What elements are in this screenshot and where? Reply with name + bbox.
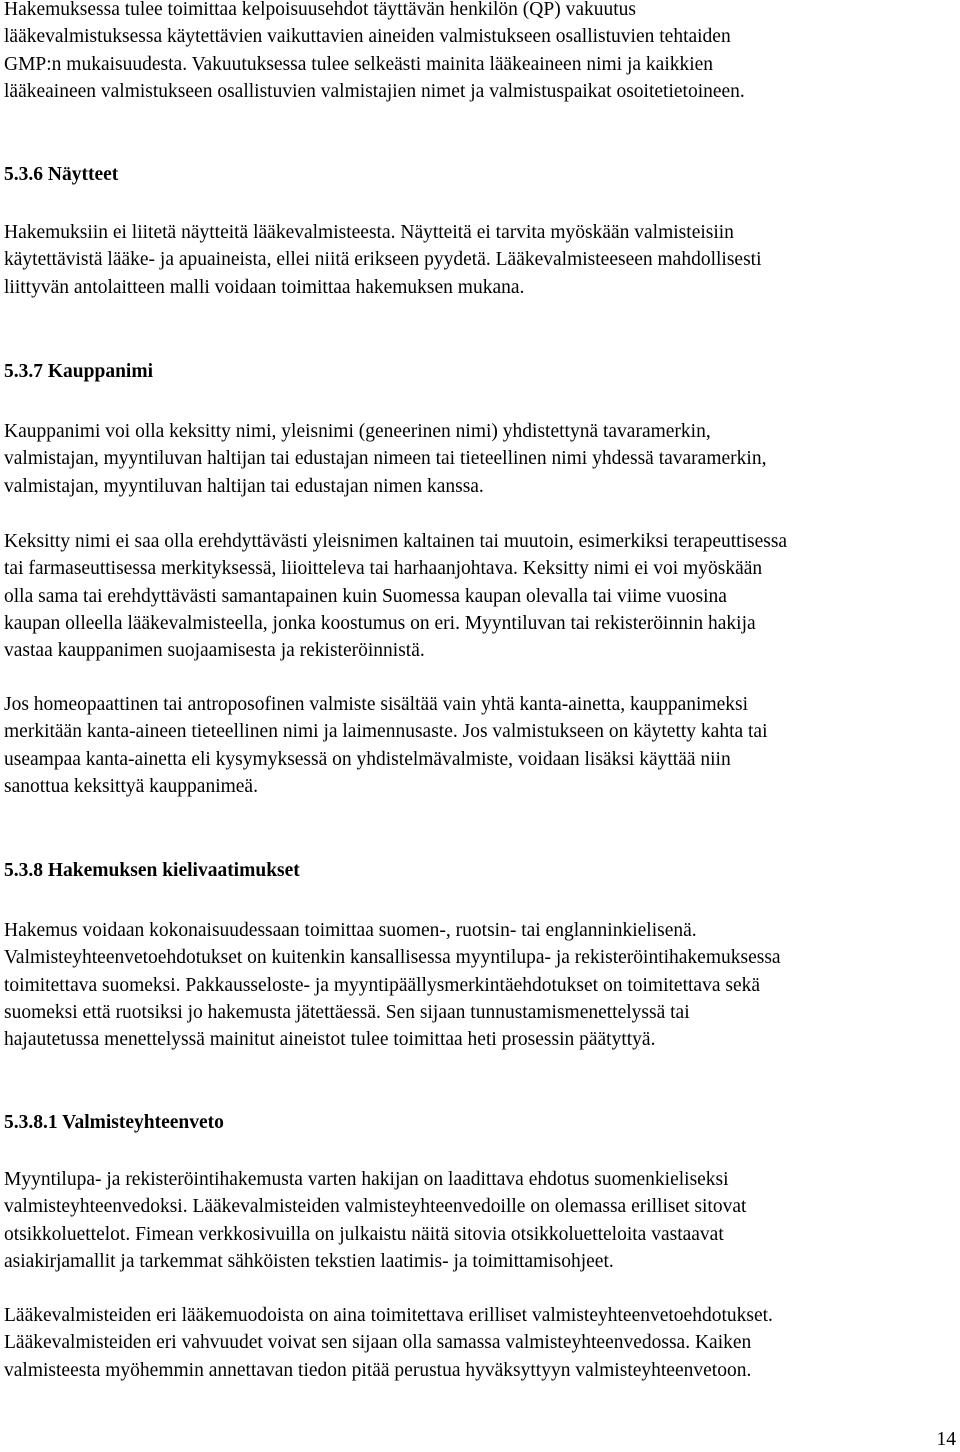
paragraph-valmisteyhteenveto-1 <box>4 1166 956 1275</box>
paragraph-kielivaatimukset <box>4 917 956 1053</box>
paragraph-line: Myyntilupa- ja rekisteröintihakemusta varten hakijan on laadittava ehdotus suomenkieliseksi <box>4 1169 729 1190</box>
paragraph-line: tai farmaseuttisessa merkityksessä, liioitteleva tai harhaanjohtava. Keksitty nimi ei voi myöskään <box>4 558 763 580</box>
paragraph-line: kaupan olleella lääkevalmisteella, jonka koostumus on eri. Myyntiluvan tai rekisteröinnin hakija <box>4 612 756 634</box>
paragraph-line: Hakemuksiin ei liitetä näytteitä lääkevalmisteesta. Näytteitä ei tarvita myöskään valmisteisiin <box>4 222 734 243</box>
paragraph-line: lääkeaineen valmistukseen osallistuvien valmistajien nimet ja valmistuspaikat osoitetietoineen. <box>4 80 745 102</box>
paragraph-line: Hakemuksessa tulee toimittaa kelpoisuusehdot täyttävän henkilön (QP) vakuutus <box>4 0 636 20</box>
paragraph-line: Kauppanimi voi olla keksitty nimi, yleisnimi (geneerinen nimi) yhdistettynä tavaramerkin, <box>4 421 711 442</box>
section-heading-5-3-8: 5.3.8 Hakemuksen kielivaatimukset <box>4 860 300 881</box>
intro-paragraph <box>4 0 956 105</box>
paragraph-line: Valmisteyhteenvetoehdotukset on kuitenkin kansallisessa myyntilupa- ja rekisteröintihakemuksessa <box>4 947 781 969</box>
paragraph-line: valmistajan, myyntiluvan haltijan tai edustajan nimen kanssa. <box>4 475 484 497</box>
paragraph-line: merkitään kanta-aineen tieteellinen nimi ja laimennusaste. Jos valmistukseen on käytetty kahta tai <box>4 721 768 743</box>
paragraph-valmisteyhteenveto-2 <box>4 1302 956 1384</box>
page-number: 14 <box>936 1429 956 1450</box>
paragraph-kauppanimi-2 <box>4 528 956 664</box>
paragraph-line: olla sama tai erehdyttävästi samantapainen kuin Suomessa kaupan olevalla tai viime vuosina <box>4 585 727 607</box>
section-heading-5-3-8-1: 5.3.8.1 Valmisteyhteenveto <box>4 1112 224 1133</box>
paragraph-kauppanimi-1 <box>4 418 956 500</box>
paragraph-line: valmisteesta myöhemmin annettavan tiedon pitää perustua hyväksyttyyn valmisteyhteenvetoon. <box>4 1359 752 1381</box>
paragraph-line: vastaa kauppanimen suojaamisesta ja rekisteröinnistä. <box>4 640 425 662</box>
paragraph-line: käytettävistä lääke- ja apuaineista, ellei niitä erikseen pyydetä. Lääkevalmisteeseen mahdollisesti <box>4 249 762 271</box>
paragraph-line: suomeksi että ruotsiksi jo hakemusta jätettäessä. Sen sijaan tunnustamismenettelyssä tai <box>4 1001 690 1023</box>
paragraph-line: lääkevalmistuksessa käytettävien vaikuttavien aineiden valmistukseen osallistuvien tehtaiden <box>4 26 731 48</box>
paragraph-line: Jos homeopaattinen tai antroposofinen valmiste sisältää vain yhtä kanta-ainetta, kauppanimeksi <box>4 694 749 715</box>
paragraph-line: valmistajan, myyntiluvan haltijan tai edustajan nimeen tai tieteellinen nimi yhdessä tavaramerkin, <box>4 448 767 470</box>
paragraph-line: Keksitty nimi ei saa olla erehdyttävästi yleisnimen kaltainen tai muutoin, esimerkiksi terapeuttisessa <box>4 531 788 552</box>
paragraph-naytteet <box>4 219 956 301</box>
section-heading-5-3-7: 5.3.7 Kauppanimi <box>4 361 154 382</box>
paragraph-line: Hakemus voidaan kokonaisuudessaan toimittaa suomen-, ruotsin- tai englanninkielisenä. <box>4 920 697 941</box>
section-heading-5-3-6: 5.3.6 Näytteet <box>4 164 119 185</box>
paragraph-line: liittyvän antolaitteen malli voidaan toimittaa hakemuksen mukana. <box>4 276 525 298</box>
paragraph-line: otsikkoluettelot. Fimean verkkosivuilla on julkaistu näitä sitovia otsikkoluetteloita vastaavat <box>4 1223 724 1245</box>
paragraph-line: Lääkevalmisteiden eri lääkemuodoista on aina toimitettava erilliset valmisteyhteenvetoehdotukset. <box>4 1305 773 1326</box>
paragraph-line: hajautetussa menettelyssä mainitut aineistot tulee toimittaa heti prosessin päätyttyä. <box>4 1029 656 1051</box>
paragraph-line: useampaa kanta-ainetta eli kysymyksessä on yhdistelmävalmiste, voidaan lisäksi käyttää niin <box>4 748 731 770</box>
paragraph-line: GMP:n mukaisuudesta. Vakuutuksessa tulee selkeästi mainita lääkeaineen nimi ja kaikkien <box>4 53 714 75</box>
paragraph-line: asiakirjamallit ja tarkemmat sähköisten tekstien laatimis- ja toimittamisohjeet. <box>4 1250 614 1272</box>
paragraph-kauppanimi-3 <box>4 691 956 800</box>
paragraph-line: sanottua keksittyä kauppanimeä. <box>4 775 258 797</box>
paragraph-line: Lääkevalmisteiden eri vahvuudet voivat sen sijaan olla samassa valmisteyhteenvedossa. Kaiken <box>4 1332 752 1354</box>
paragraph-line: valmisteyhteenvedoksi. Lääkevalmisteiden valmisteyhteenvedoille on olemassa erilliset sitovat <box>4 1196 747 1218</box>
paragraph-line: toimitettava suomeksi. Pakkausseloste- ja myyntipäällysmerkintäehdotukset on toimitettava sekä <box>4 974 761 996</box>
